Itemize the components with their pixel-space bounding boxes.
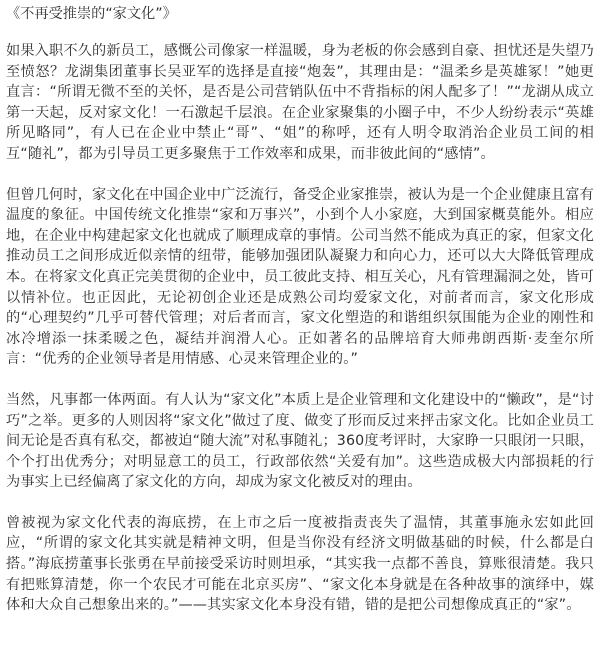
paragraph-2: 但曾几何时，家文化在中国企业中广泛流行，备受企业家推崇，被认为是一个企业健康且富有温度的象征。中国传统文化推崇“家和万事兴”，小到个人小家庭，大到国家概莫能外。相应地，在企业中构建起家文化也就成了顺理成章的事情。公司当然不能成为真正的家，但家文化推动员工之间形成近似亲情的纽带，能够加强团队凝聚力和向心力，还可以大大降低管理成本。在将家文化真正完美贯彻的企业中，员工彼此支持、相互关心，凡有管理漏洞之处，皆可以情补位。也正因此，无论初创企业还是成熟公司均爱家文化，对前者而言，家文化形成的“心理契约”几乎可替代管理；对后者而言，家文化塑造的和谐组织氛围能为企业的刚性和冰冷增添一抹柔暖之色，凝结并润滑人心。正如著名的品牌培育大师弗朗西斯·麦奎尔所言：“优秀的企业领导者是用情感、心灵来管理企业的。” — [6, 186, 594, 368]
paragraph-3: 当然，凡事都一体两面。有人认为“家文化”本质上是企业管理和文化建设中的“懒政”，是“讨巧”之举。更多的人则因将“家文化”做过了度、做变了形而反过来抨击家文化。比如企业员工间无论是否真有私交，都被迫“随大流”对私事随礼；360度考评时，大家睁一只眼闭一只眼，个个打出优秀分；对明显意工的员工，行政部依然“关爱有加”。这些造成极大内部损耗的行为事实上已经偏离了家文化的方向，却成为家文化被反对的理由。 — [6, 391, 594, 491]
paragraph-4: 曾被视为家文化代表的海底捞，在上市之后一度被指责丧失了温情，其董事施永宏如此回应，“所谓的家文化其实就是精神文明，但是当你没有经济文明做基础的时候，什么都是白搭。”海底捞董事长张勇在早前接受采访时则坦承，“其实我一点都不善良，算账很清楚。我只有把账算清楚，你一个农民才可能在北京买房”、“家文化本身就是在各种故事的演绎中，媒体和大众自己想象出来的。”——其实家文化本身没有错，错的是把公司想像成真正的“家”。 — [6, 514, 594, 614]
article-title: 《不再受推崇的“家文化”》 — [6, 6, 177, 22]
paragraph-1: 如果入职不久的新员工，感慨公司像家一样温暖，身为老板的你会感到自豪、担忧还是失望乃至愤怒？龙湖集团董事长吴亚军的选择是直接“炮轰”，其理由是：“温柔乡是英雄冢！”她更直言：“所谓无微不至的关怀，是否是公司营销队伍中不背指标的闲人配多了！”“龙湖从成立第一天起，反对家文化！一石激起千层浪。在企业家聚集的小圈子中，不少人纷纷表示“英雄所见略同”，有人已在企业中禁止“哥”、“姐”的称呼，还有人明令取消治企业员工间的相互“随礼”，都为引导员工更多聚焦于工作效率和成果，而非彼此间的“感情”。 — [6, 43, 594, 162]
